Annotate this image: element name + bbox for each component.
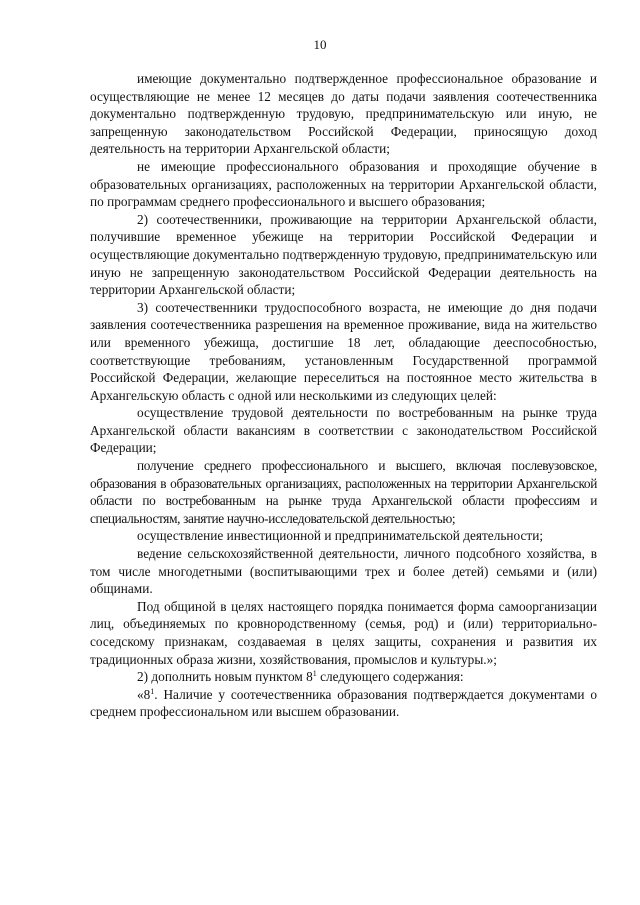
paragraph-9: Под общиной в целях настоящего порядка понимается форма самоорганизации лиц, объединяемых по кровнородственному (семья, род) и (или) территориально-соседскому признакам, создаваемая в целях защиты, сохранения и развития их традиционных образа жизни, хозяйствования, промыслов и культуры.»; xyxy=(90,598,597,667)
item-8-1-text-after: . Наличие у соотечественника образования подтверждается документами о среднем профессиональном или высшем образовании. xyxy=(90,686,597,720)
paragraph-7: осуществление инвестиционной и предпринимательской деятельности; xyxy=(137,528,544,544)
paragraph-6: получение среднего профессионального и высшего, включая послевузовское, образования в образовательных организациях, расположенных на территории Архангельской области по востребованным на рынке труда Архангельской области профессиям и специальностям, занятие научно-исследовательской деятельностью; xyxy=(90,458,597,526)
item-8-1-text-before: «8 xyxy=(137,686,151,702)
item-2-superscript: 1 xyxy=(312,669,317,679)
item-2-text-before: 2) дополнить новым пунктом 8 xyxy=(137,669,313,685)
paragraph-5: осуществление трудовой деятельности по востребованным на рынке труда Архангельской области вакансиям в соответствии с законодательством Российской Федерации; xyxy=(90,405,597,456)
paragraph-item-2 xyxy=(90,668,597,686)
page-number: 10 xyxy=(313,37,327,52)
paragraph-8: ведение сельскохозяйственной деятельности, личного подсобного хозяйства, в том числе многодетными (воспитывающими трех и более детей) семьями и (или) общинами. xyxy=(90,546,597,597)
item-8-1-superscript: 1 xyxy=(150,686,155,696)
paragraph-3: 2) соотечественники, проживающие на территории Архангельской области, получившие временное убежище на территории Российской Федерации и осуществляющие документально подтвержденную трудовую, предпринимательскую или иную не запрещенную законодательством Российской Федерации деятельность на территории Архангельской области; xyxy=(90,211,597,298)
item-2-text-after: следующего содержания: xyxy=(316,669,464,685)
paragraph-4: 3) соотечественники трудоспособного возраста, не имеющие до дня подачи заявления соотечественника разрешения на временное проживание, вида на жительство или временного убежища, достигшие 18 лет, обладающие дееспособностью, соответствующие требованиям, установленным Государственной программой Российской Федерации, желающие переселиться на постоянное место жительства в Архангельскую область с одной или несколькими из следующих целей: xyxy=(90,299,597,403)
paragraph-item-8-1 xyxy=(90,686,597,721)
paragraph-2: не имеющие профессионального образования и проходящие обучение в образовательных организациях, расположенных на территории Архангельской области, по программам среднего профессионального и высшего образования; xyxy=(90,158,597,210)
paragraph-1: имеющие документально подтвержденное профессиональное образование и осуществляющие не менее 12 месяцев до даты подачи заявления соотечественника документально подтвержденную трудовую, предпринимательскую или иную, не запрещенную законодательством Российской Федерации, приносящую доход деятельность на территории Архангельской области; xyxy=(90,71,597,157)
document-body xyxy=(90,70,597,721)
